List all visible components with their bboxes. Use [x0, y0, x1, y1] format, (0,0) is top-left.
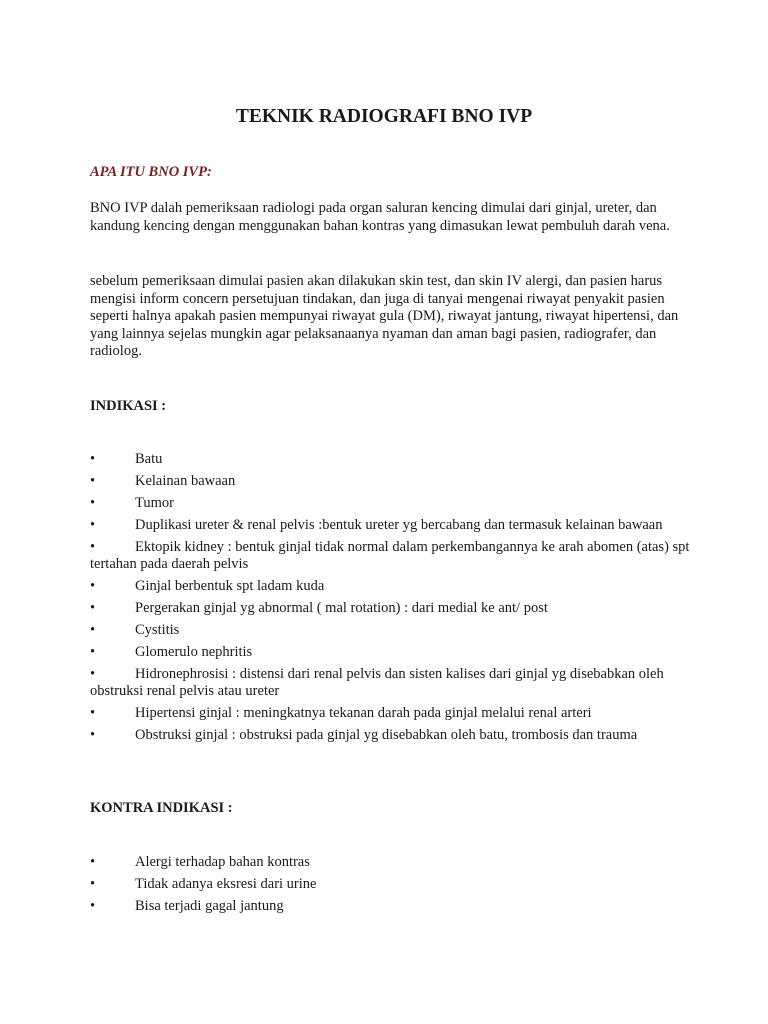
list-item: [90, 898, 690, 916]
bullet-icon: •: [90, 704, 96, 721]
bullet-icon: •: [90, 621, 96, 638]
list-item: [90, 517, 690, 535]
list-item-text: Obstruksi ginjal : obstruksi pada ginjal yg disebabkan oleh batu, trombosis dan trauma: [135, 726, 638, 743]
list-item-text: Cystitis: [135, 621, 180, 638]
list-item-text: Batu: [135, 451, 163, 467]
bullet-icon: •: [90, 494, 96, 511]
paragraph-definition: BNO IVP dalah pemeriksaan radiologi pada organ saluran kencing dimulai dari ginjal, ureter, dan kandung kencing dengan menggunakan bahan kontras yang dimasukan lewat pembuluh darah vena.: [90, 200, 670, 234]
bullet-icon: •: [90, 726, 96, 743]
list-item-text: Pergerakan ginjal yg abnormal ( mal rotation) : dari medial ke ant/ post: [135, 599, 548, 616]
bullet-icon: •: [90, 665, 96, 682]
kontra-indikasi-heading: KONTRA INDIKASI :: [90, 800, 233, 816]
indikasi-heading: INDIKASI :: [90, 398, 167, 414]
bullet-icon: •: [90, 577, 96, 594]
list-item-text: Kelainan bawaan: [135, 472, 236, 489]
list-item: [90, 727, 690, 745]
bullet-icon: •: [90, 516, 96, 533]
list-item: [90, 600, 690, 618]
list-item-text: Duplikasi ureter & renal pelvis :bentuk ureter yg bercabang dan termasuk kelainan bawaan: [135, 516, 663, 533]
list-item-text: Tumor: [135, 494, 174, 511]
list-item: [90, 705, 690, 723]
list-item: [90, 495, 690, 513]
list-item-text: Alergi terhadap bahan kontras: [135, 854, 310, 870]
bullet-icon: •: [90, 472, 96, 489]
list-item-text: Tidak adanya eksresi dari urine: [135, 875, 317, 892]
list-item: [90, 578, 690, 596]
list-item: [90, 876, 690, 894]
kontra-indikasi-list: [90, 854, 690, 920]
section-subheading: APA ITU BNO IVP:: [90, 164, 212, 180]
list-item: [90, 644, 690, 662]
list-item-text: Glomerulo nephritis: [135, 643, 253, 660]
bullet-icon: •: [90, 897, 96, 914]
bullet-icon: •: [90, 875, 96, 892]
bullet-icon: •: [90, 538, 96, 555]
list-item-text: Hipertensi ginjal : meningkatnya tekanan darah pada ginjal melalui renal arteri: [135, 704, 592, 721]
list-item: [90, 451, 690, 469]
bullet-icon: •: [90, 451, 96, 467]
list-item-text: Bisa terjadi gagal jantung: [135, 897, 284, 914]
bullet-icon: •: [90, 599, 96, 616]
list-item: [90, 539, 690, 574]
list-item-text: Hidronephrosisi : distensi dari renal pelvis dan sisten kalises dari ginjal yg disebabkan oleh obstruksi renal pelvis atau ureter: [90, 665, 664, 700]
list-item-text: Ginjal berbentuk spt ladam kuda: [135, 577, 325, 594]
list-item: [90, 622, 690, 640]
list-item-text: Ektopik kidney : bentuk ginjal tidak normal dalam perkembangannya ke arah abomen (atas) spt tertahan pada daerah pelvis: [90, 538, 690, 573]
document-title: TEKNIK RADIOGRAFI BNO IVP: [235, 106, 533, 127]
list-item: [90, 666, 690, 701]
bullet-icon: •: [90, 854, 96, 870]
paragraph-preparation: sebelum pemeriksaan dimulai pasien akan dilakukan skin test, dan skin IV alergi, dan pasien harus mengisi inform concern persetujuan tindakan, dan juga di tanyai mengenai riwayat penyakit pasien seperti halnya apakah pasien mempunyai riwayat gula (DM), riwayat jantung, riwayat hipertensi, dan yang lainnya sejelas mungkin agar pelaksanaanya nyaman dan aman bagi pasien, radiografer, dan radiolog.: [90, 273, 679, 359]
list-item: [90, 854, 690, 872]
list-item: [90, 473, 690, 491]
bullet-icon: •: [90, 643, 96, 660]
indikasi-list: [90, 451, 690, 749]
